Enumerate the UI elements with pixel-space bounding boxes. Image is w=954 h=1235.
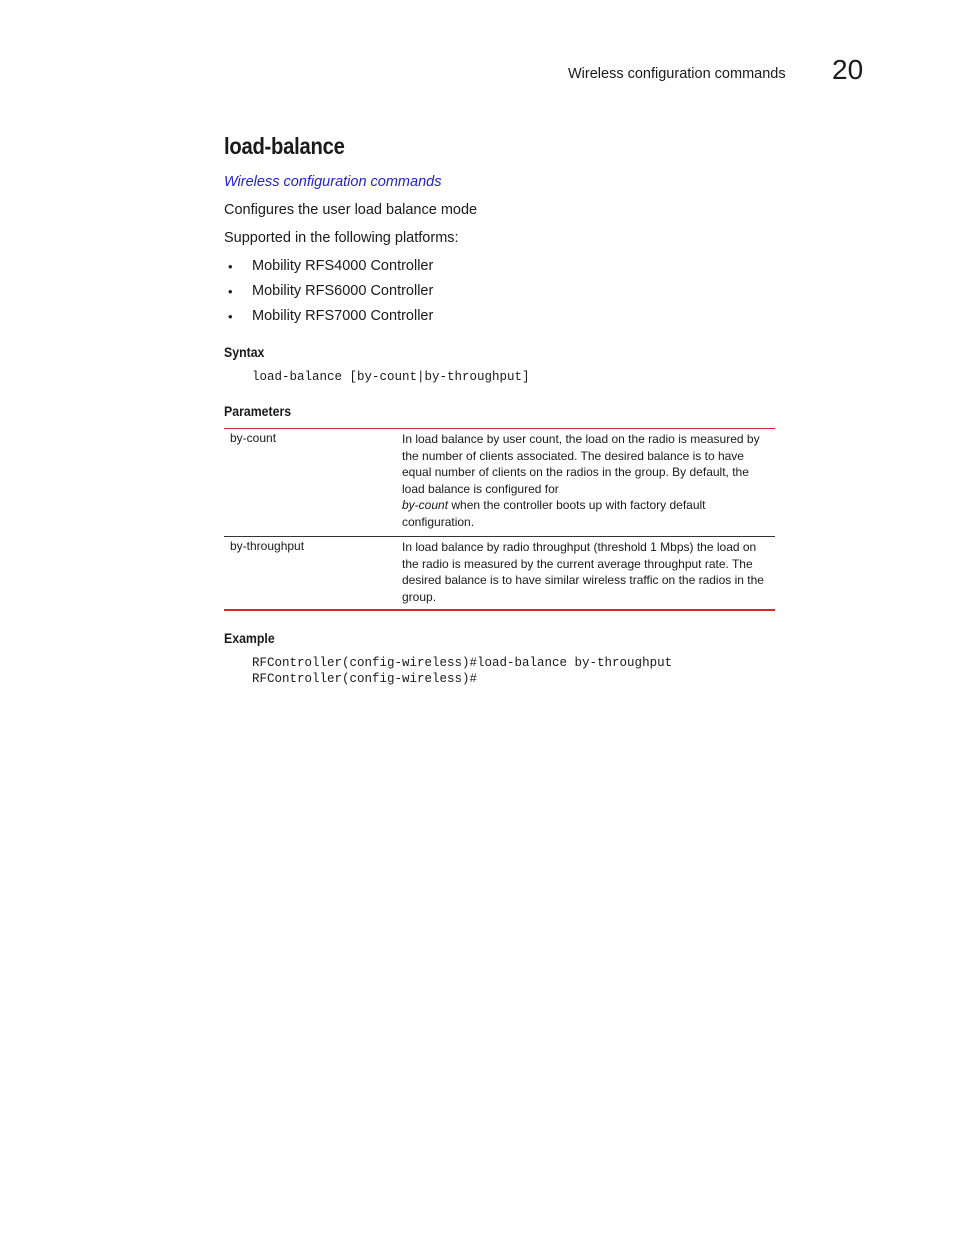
param-description: In load balance by radio throughput (threshold 1 Mbps) the load on the radio is measured by the current average throughput rate. The desired balance is to have similar wireless traffic on the radios in the group.: [402, 540, 764, 604]
chapter-header-title: Wireless configuration commands: [568, 66, 786, 82]
param-name: by-count: [230, 431, 277, 445]
syntax-code: load-balance [by-count|by-throughput]: [252, 370, 530, 384]
bullet-icon: •: [228, 309, 233, 324]
example-code-line: RFController(config-wireless)#: [252, 672, 478, 686]
syntax-heading: Syntax: [224, 344, 265, 360]
example-heading: Example: [224, 630, 275, 646]
list-item: Mobility RFS4000 Controller: [252, 258, 434, 274]
list-item: Mobility RFS6000 Controller: [252, 283, 434, 299]
list-item: Mobility RFS7000 Controller: [252, 308, 434, 324]
cross-reference-link[interactable]: Wireless configuration commands: [224, 174, 442, 190]
param-description: In load balance by user count, the load on the radio is measured by the number of clients associated. The desired balance is to have equal number of clients on the radios in the group. By default, the load balance is configured for by-count when the controller boots up with factory default configuration.: [402, 432, 760, 529]
table-top-rule: [224, 428, 775, 429]
parameters-heading: Parameters: [224, 403, 292, 419]
table-bottom-rule: [224, 609, 775, 611]
chapter-number: 20: [832, 54, 864, 85]
platforms-intro: Supported in the following platforms:: [224, 230, 459, 246]
bullet-icon: •: [228, 259, 233, 274]
example-code-line: RFController(config-wireless)#load-balance by-throughput: [252, 656, 673, 670]
page-title: load-balance: [224, 133, 345, 159]
description-text: Configures the user load balance mode: [224, 202, 478, 218]
param-name: by-throughput: [230, 539, 305, 553]
table-row-divider: [224, 536, 775, 537]
bullet-icon: •: [228, 284, 233, 299]
